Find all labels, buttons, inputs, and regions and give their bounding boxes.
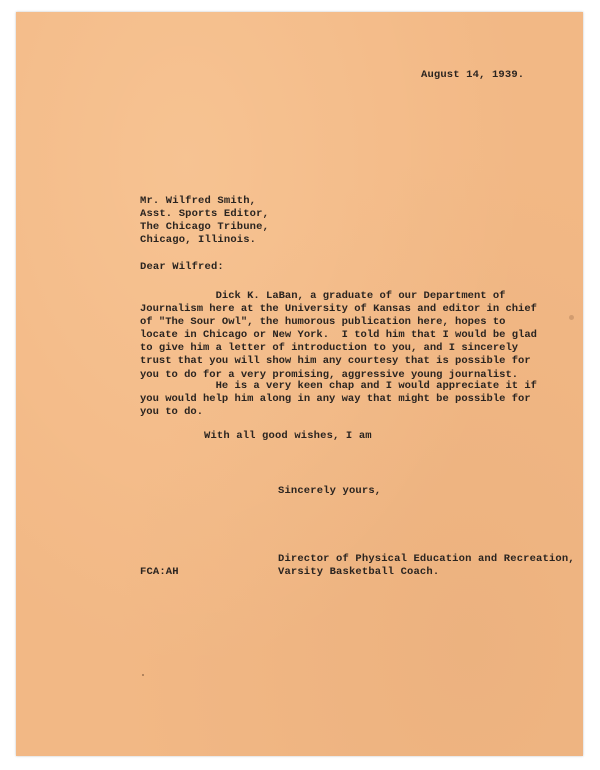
closing-line: With all good wishes, I am — [204, 430, 372, 442]
body-line: to give him a letter of introduction to you, and I sincerely — [140, 342, 519, 355]
body-line: you to do for a very promising, aggressive young journalist. — [140, 368, 519, 381]
body-line: of "The Sour Owl", the humorous publication here, hopes to — [140, 316, 506, 329]
body-line: Journalism here at the University of Kansas and editor in chief — [140, 303, 537, 316]
body-line: Dick K. LaBan, a graduate of our Department of — [140, 290, 506, 302]
salutation: Dear Wilfred: — [140, 261, 224, 273]
paper-speck — [569, 315, 574, 320]
letter-date: August 14, 1939. — [421, 69, 525, 81]
recipient-line: Chicago, Illinois. — [140, 234, 257, 246]
body-line: you to do. — [140, 406, 204, 419]
body-line: locate in Chicago or New York. I told him that I would be glad — [140, 329, 537, 342]
body-paragraph-2 — [140, 380, 537, 419]
body-line: you would help him along in any way that might be possible for — [140, 393, 531, 406]
paper-speck — [142, 674, 144, 676]
body-line: trust that you will show him any courtesy that is possible for — [140, 355, 531, 368]
signature-title: Director of Physical Education and Recreation, — [278, 553, 575, 565]
recipient-line: Asst. Sports Editor, — [140, 208, 270, 220]
body-line: He is a very keen chap and I would appreciate it if — [140, 380, 537, 392]
body-paragraph-1 — [140, 290, 537, 382]
reference-initials: FCA:AH — [140, 566, 179, 578]
complimentary-close: Sincerely yours, — [278, 485, 382, 497]
recipient-line: The Chicago Tribune, — [140, 221, 270, 233]
letter-page — [16, 12, 583, 756]
signature-title: Varsity Basketball Coach. — [278, 566, 440, 578]
recipient-line: Mr. Wilfred Smith, — [140, 195, 257, 207]
